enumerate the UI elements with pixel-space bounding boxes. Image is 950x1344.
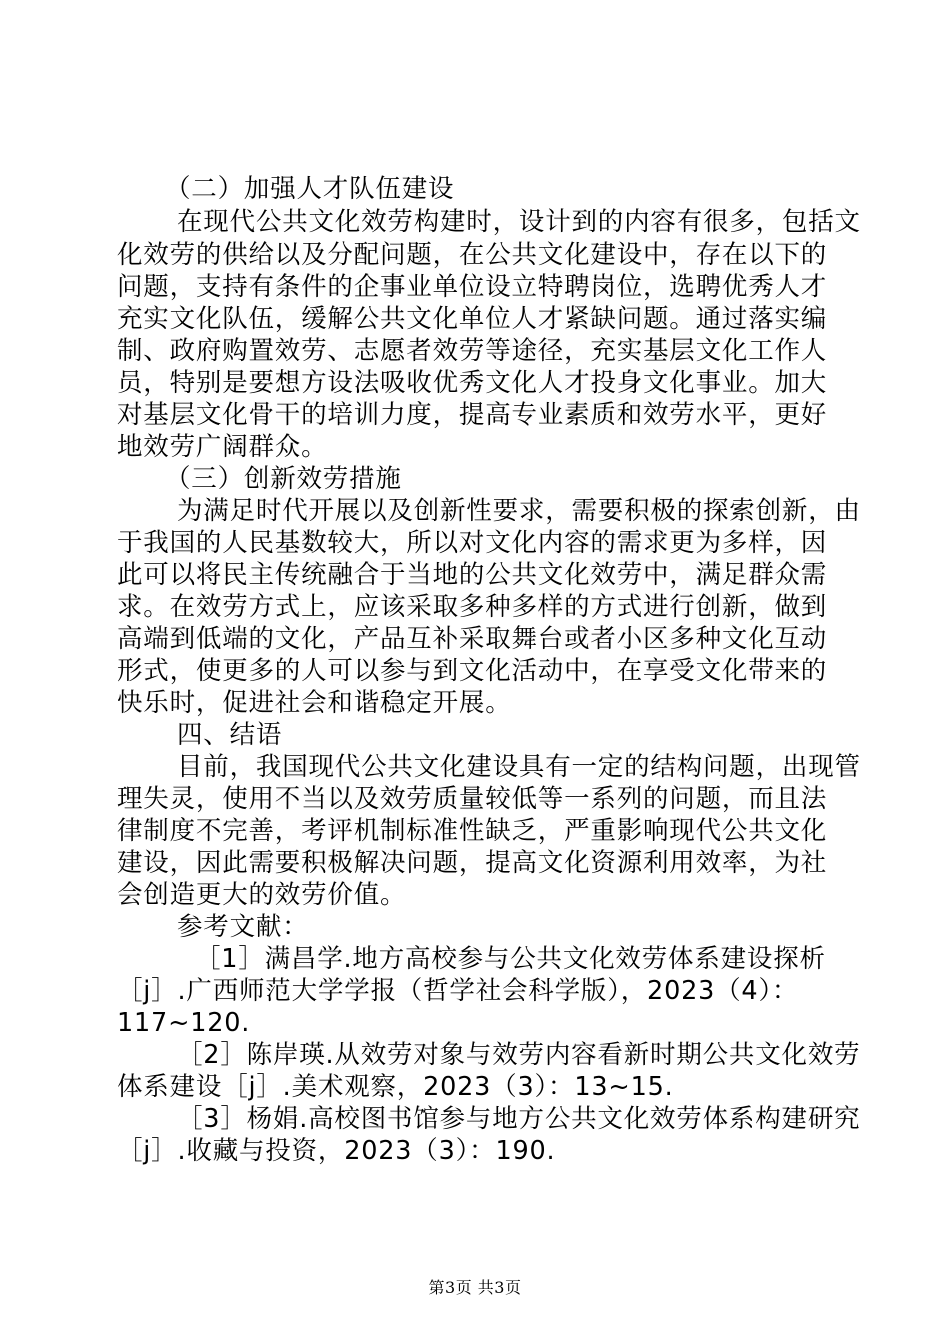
paragraph-line: 员，特别是要想方设法吸收优秀文化人才投身文化事业。加大 [117, 368, 828, 398]
paragraph-line: 形式，使更多的人可以参与到文化活动中，在享受文化带来的 [117, 656, 828, 686]
section-heading-conclusion: 四、结语 [177, 720, 283, 750]
paragraph-line: 高端到低端的文化，产品互补采取舞台或者小区多种文化互动 [117, 624, 828, 654]
paragraph-line: 在现代公共文化效劳构建时，设计到的内容有很多，包括文 [177, 207, 861, 237]
reference-line: ［j］.广西师范大学学报（哲学社会科学版），2023（4）： [117, 976, 799, 1006]
section-heading-innovation: （三）创新效劳措施 [165, 464, 402, 494]
paragraph-line: 律制度不完善，考评机制标准性缺乏，严重影响现代公共文化 [117, 816, 828, 846]
reference-line: 体系建设［j］.美术观察，2023（3）：13~15. [117, 1072, 674, 1102]
paragraph-line: 此可以将民主传统融合于当地的公共文化效劳中，满足群众需 [117, 560, 828, 590]
paragraph-line: 快乐时，促进社会和谐稳定开展。 [117, 688, 512, 718]
reference-line: 117~120. [117, 1008, 251, 1038]
paragraph-line: 目前，我国现代公共文化建设具有一定的结构问题，出现管 [177, 752, 861, 782]
paragraph-line: 对基层文化骨干的培训力度，提高专业素质和效劳水平，更好 [117, 400, 828, 430]
paragraph-line: 建设，因此需要积极解决问题，提高文化资源利用效率，为社 [117, 848, 828, 878]
paragraph-line: 求。在效劳方式上，应该采取多种多样的方式进行创新，做到 [117, 592, 828, 622]
section-heading-talent: （二）加强人才队伍建设 [165, 174, 455, 204]
paragraph-line: 充实文化队伍，缓解公共文化单位人才紧缺问题。通过落实编 [117, 304, 828, 334]
paragraph-line: 理失灵，使用不当以及效劳质量较低等一系列的问题，而且法 [117, 784, 828, 814]
paragraph-line: 会创造更大的效劳价值。 [117, 880, 407, 910]
paragraph-line: 于我国的人民基数较大，所以对文化内容的需求更为多样，因 [117, 528, 828, 558]
paragraph-line: 化效劳的供给以及分配问题，在公共文化建设中，存在以下的 [117, 240, 828, 270]
page-number-footer: 第3页 共3页 [428, 1278, 522, 1297]
reference-line: ［j］.收藏与投资，2023（3）：190. [117, 1136, 556, 1166]
reference-line: ［3］杨娟.高校图书馆参与地方公共文化效劳体系构建研究 [177, 1104, 861, 1134]
paragraph-line: 问题，支持有条件的企事业单位设立特聘岗位，选聘优秀人才 [117, 272, 828, 302]
reference-line: ［1］满昌学.地方高校参与公共文化效劳体系建设探析 [195, 944, 826, 974]
paragraph-line: 制、政府购置效劳、志愿者效劳等途径，充实基层文化工作人 [117, 336, 828, 366]
references-heading: 参考文献： [177, 912, 309, 942]
paragraph-line: 为满足时代开展以及创新性要求，需要积极的探索创新，由 [177, 496, 861, 526]
reference-line: ［2］陈岸瑛.从效劳对象与效劳内容看新时期公共文化效劳 [177, 1040, 861, 1070]
paragraph-line: 地效劳广阔群众。 [117, 432, 328, 462]
